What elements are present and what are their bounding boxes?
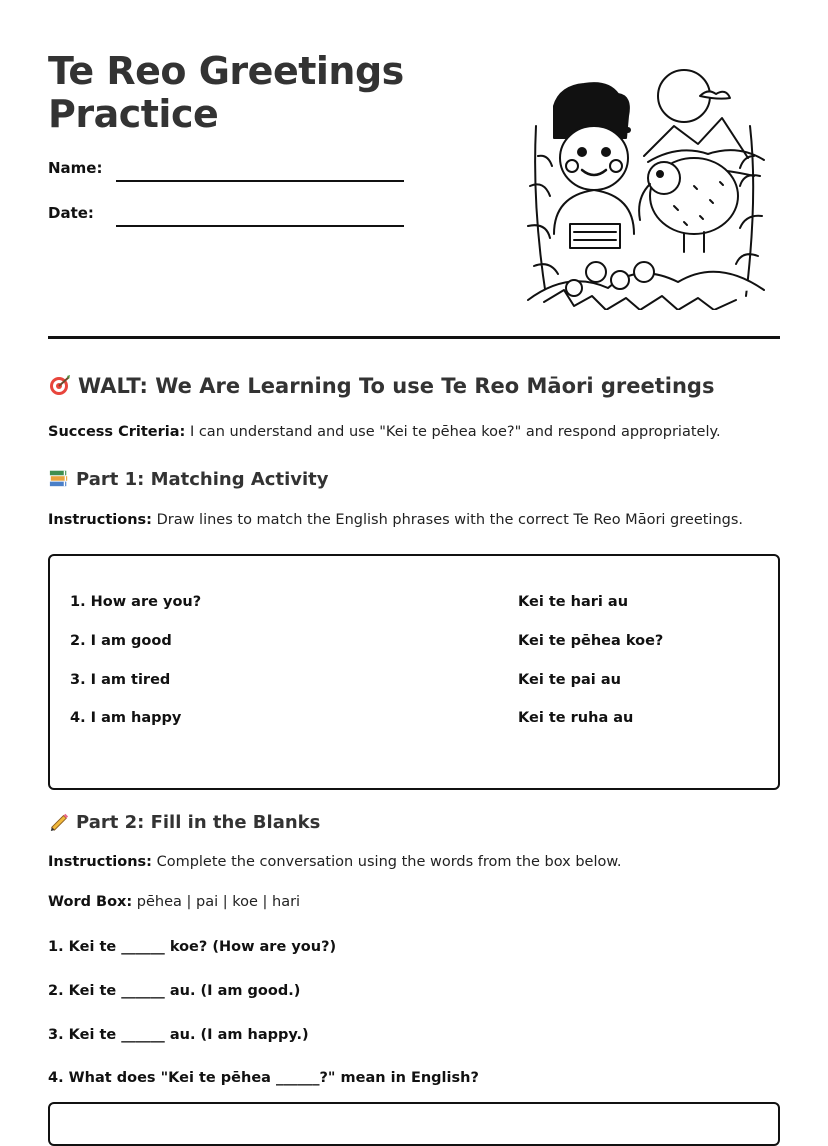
word-box-label: Word Box: <box>48 894 133 910</box>
part2-instructions-text: Complete the conversation using the words from the box below. <box>151 854 622 870</box>
date-line[interactable] <box>116 225 404 227</box>
success-criteria-label: Success Criteria: <box>48 424 186 440</box>
walt-heading-text: WALT: We Are Learning To use Te Reo Māori greetings <box>78 374 715 398</box>
part1-instructions <box>48 512 743 528</box>
part2-heading <box>48 811 320 833</box>
part1-instructions-text: Draw lines to match the English phrases with the correct Te Reo Māori greetings. <box>151 512 744 528</box>
english-phrase[interactable]: 2. I am good <box>70 633 172 649</box>
maori-phrase[interactable]: Kei te ruha au <box>518 710 634 726</box>
header-divider <box>48 336 780 339</box>
part1-heading-text: Part 1: Matching Activity <box>76 469 329 490</box>
part1-instructions-label: Instructions: <box>48 512 152 528</box>
books-icon <box>48 468 70 488</box>
word-box-words: pēhea | pai | koe | hari <box>132 894 301 910</box>
success-criteria-text: I can understand and use "Kei te pēhea koe?" and respond appropriately. <box>185 424 721 440</box>
part2-instructions <box>48 854 622 870</box>
success-criteria <box>48 424 721 440</box>
fill-blank-question[interactable]: 2. Kei te ______ au. (I am good.) <box>48 983 301 999</box>
maori-phrase[interactable]: Kei te pēhea koe? <box>518 633 664 649</box>
kiwi-boy-illustration <box>524 66 768 310</box>
title-line-2: Practice <box>48 92 219 136</box>
worksheet-title <box>48 50 404 136</box>
name-label: Name: <box>48 159 103 177</box>
word-box <box>48 894 300 910</box>
pencil-icon <box>48 811 70 831</box>
fill-blank-question[interactable]: 3. Kei te ______ au. (I am happy.) <box>48 1027 309 1043</box>
part2-heading-text: Part 2: Fill in the Blanks <box>76 812 321 833</box>
maori-phrase[interactable]: Kei te pai au <box>518 672 621 688</box>
matching-box <box>48 554 780 790</box>
name-line[interactable] <box>116 180 404 182</box>
english-phrase[interactable]: 1. How are you? <box>70 594 202 610</box>
maori-phrase[interactable]: Kei te hari au <box>518 594 629 610</box>
english-phrase[interactable]: 3. I am tired <box>70 672 171 688</box>
part2-instructions-label: Instructions: <box>48 854 152 870</box>
fill-blank-question[interactable]: 1. Kei te ______ koe? (How are you?) <box>48 939 337 955</box>
date-label: Date: <box>48 204 94 222</box>
fill-blank-question[interactable]: 4. What does "Kei te pēhea ______?" mean in English? <box>48 1070 479 1086</box>
title-line-1: Te Reo Greetings <box>48 49 404 93</box>
answer-box[interactable] <box>48 1102 780 1146</box>
part1-heading <box>48 468 329 490</box>
walt-heading <box>48 374 714 398</box>
target-icon <box>48 374 72 396</box>
english-phrase[interactable]: 4. I am happy <box>70 710 182 726</box>
